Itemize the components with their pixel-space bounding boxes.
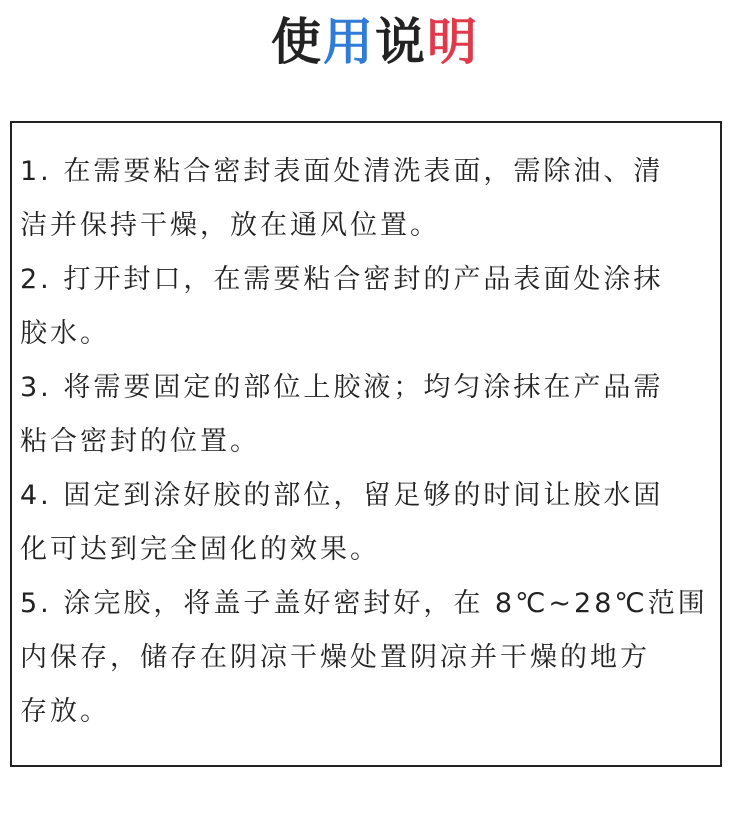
instruction-line-5: 3. 将需要固定的部位上胶液；均匀涂抹在产品需 bbox=[20, 372, 664, 403]
instruction-line-4: 胶水。 bbox=[20, 318, 110, 349]
instruction-line-9: 5. 涂完胶，将盖子盖好密封好，在 8℃~28℃范围 bbox=[20, 588, 708, 619]
page-title bbox=[0, 8, 750, 76]
instruction-line-11: 存放。 bbox=[20, 696, 110, 727]
title-char-4: 明 bbox=[427, 13, 479, 71]
instruction-line-10: 内保存，储存在阴凉干燥处置阴凉并干燥的地方 bbox=[20, 642, 650, 673]
instruction-line-2: 洁并保持干燥，放在通风位置。 bbox=[20, 210, 440, 241]
title-char-2: 用 bbox=[323, 13, 375, 71]
instruction-line-3: 2. 打开封口，在需要粘合密封的产品表面处涂抹 bbox=[20, 264, 664, 295]
instruction-line-7: 4. 固定到涂好胶的部位，留足够的时间让胶水固 bbox=[20, 480, 664, 511]
title-char-1: 使 bbox=[271, 13, 323, 71]
instructions-box bbox=[10, 121, 722, 767]
instructions-text bbox=[20, 145, 720, 739]
instruction-line-1: 1. 在需要粘合密封表面处清洗表面，需除油、清 bbox=[20, 156, 664, 187]
instruction-line-8: 化可达到完全固化的效果。 bbox=[20, 534, 380, 565]
instruction-line-6: 粘合密封的位置。 bbox=[20, 426, 260, 457]
title-char-3: 说 bbox=[375, 13, 427, 71]
